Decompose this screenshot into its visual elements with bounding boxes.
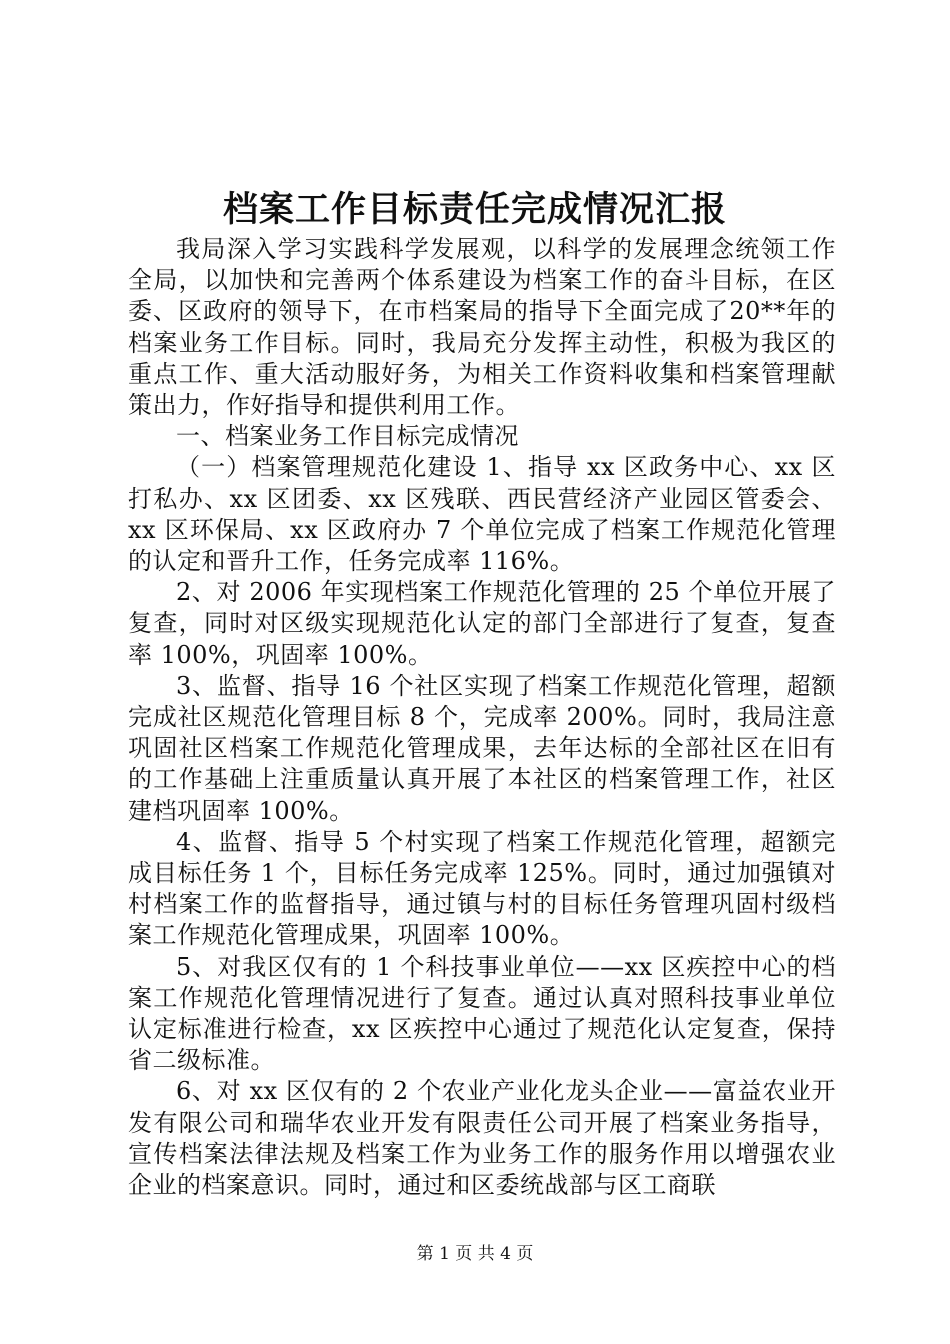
paragraph-item-5: 5、对我区仅有的 1 个科技事业单位——xx 区疾控中心的档案工作规范化管理情况进行了复查。通过认真对照科技事业单位认定标准进行检查，xx 区疾控中心通过了规范化认定复查，保持省二级标准。 — [128, 952, 836, 1075]
section-heading: 一、档案业务工作目标完成情况 — [176, 422, 519, 451]
page-number-footer: 第 1 页 共 4 页 — [416, 1244, 534, 1264]
paragraph-item-6: 6、对 xx 区仅有的 2 个农业产业化龙头企业——富益农业开发有限公司和瑞华农业开发有限责任公司开展了档案业务指导，宣传档案法律法规及档案工作为业务工作的服务作用以增强农业企业的档案意识。同时，通过和区委统战部与区工商联 — [128, 1077, 836, 1200]
paragraph-item-2: 2、对 2006 年实现档案工作规范化管理的 25 个单位开展了复查，同时对区级实现规范化认定的部门全部进行了复查，复查率 100%，巩固率 100%。 — [128, 578, 836, 669]
paragraph-item-3: 3、监督、指导 16 个社区实现了档案工作规范化管理，超额完成社区规范化管理目标 8 个，完成率 200%。同时，我局注意巩固社区档案工作规范化管理成果，去年达标的全部社区在旧有的工作基础上注重质量认真开展了本社区的档案管理工作，社区建档巩固率 100%。 — [128, 671, 836, 825]
document-title: 档案工作目标责任完成情况汇报 — [222, 189, 727, 230]
document-body — [128, 234, 836, 1201]
paragraph-item-4: 4、监督、指导 5 个村实现了档案工作规范化管理，超额完成目标任务 1 个，目标任务完成率 125%。同时，通过加强镇对村档案工作的监督指导，通过镇与村的目标任务管理巩固村级档案工作规范化管理成果，巩固率 100%。 — [128, 827, 836, 950]
paragraph-intro: 我局深入学习实践科学发展观，以科学的发展理念统领工作全局，以加快和完善两个体系建设为档案工作的奋斗目标，在区委、区政府的领导下，在市档案局的指导下全面完成了20**年的档案业务工作目标。同时，我局充分发挥主动性，积极为我区的重点工作、重大活动服好务，为相关工作资料收集和档案管理献策出力，作好指导和提供利用工作。 — [128, 235, 836, 420]
paragraph-item-1: （一）档案管理规范化建设 1、指导 xx 区政务中心、xx 区打私办、xx 区团委、xx 区残联、西民营经济产业园区管委会、xx 区环保局、xx 区政府办 7 个单位完成了档案工作规范化管理的认定和晋升工作，任务完成率 116%。 — [128, 453, 836, 576]
